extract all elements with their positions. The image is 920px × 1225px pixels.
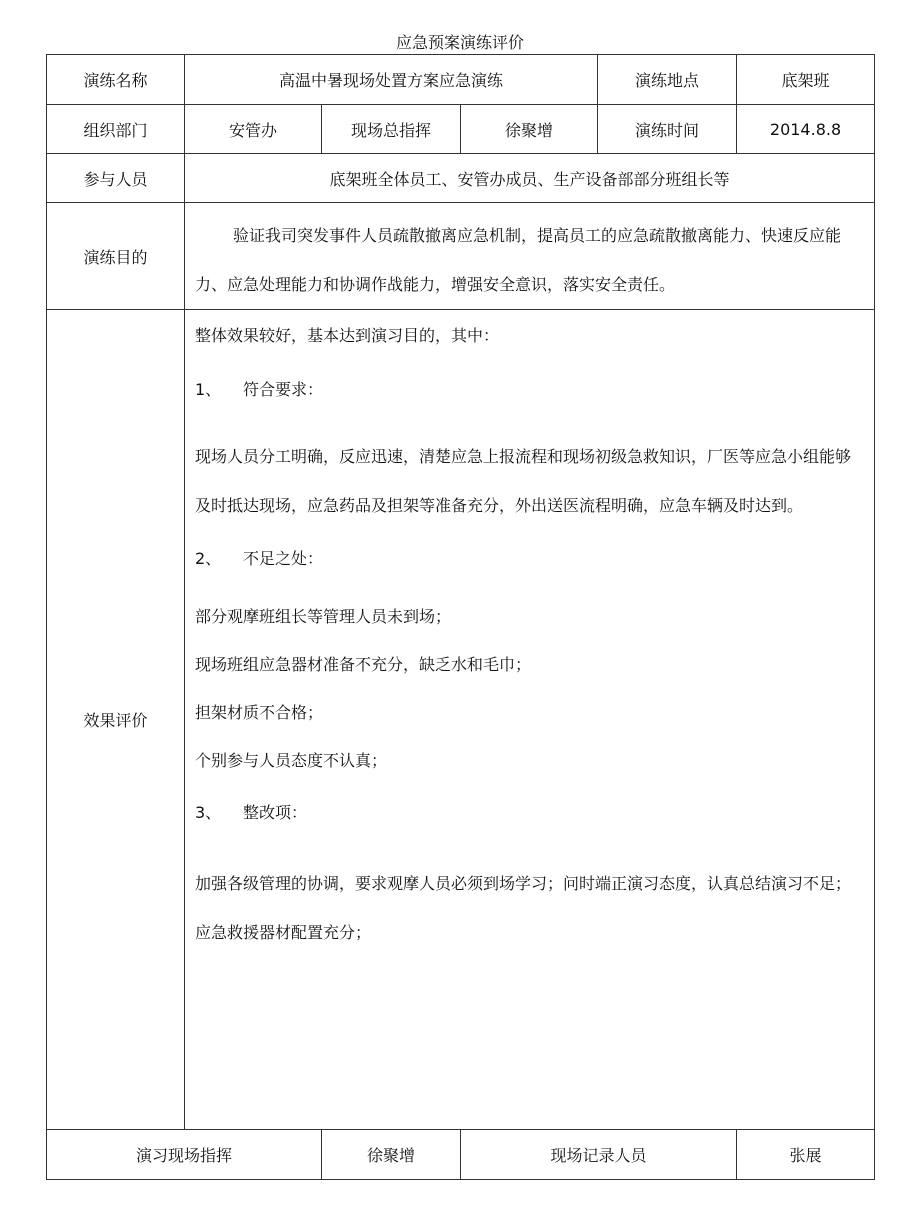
document-title: 应急预案演练评价: [395, 33, 524, 52]
deficiency-item: 部分观摩班组长等管理人员未到场；: [195, 607, 452, 626]
site-commander-value: 徐聚增: [322, 1130, 461, 1180]
deficiency-item: 担架材质不合格；: [195, 703, 324, 722]
purpose-text: 验证我司突发事件人员疏散撤离应急机制，提高员工的应急疏散撤离能力、快速反应能力、应急处理能力和协调作战能力，增强安全意识，落实安全责任。: [185, 203, 875, 310]
deficiency-item: 现场班组应急器材准备不充分，缺乏水和毛巾；: [195, 655, 532, 674]
dept-label: 组织部门: [47, 105, 185, 154]
row-evaluation: [47, 310, 875, 1130]
section-number: 1、: [195, 380, 222, 399]
drill-time-value: 2014.8.8: [737, 105, 875, 154]
row-organization: [47, 105, 875, 154]
commander-value: 徐聚增: [461, 105, 598, 154]
section-title: 整改项：: [243, 803, 308, 822]
section-heading: [195, 547, 864, 571]
section-number: 3、: [195, 803, 222, 822]
drill-name-value: 高温中暑现场处置方案应急演练: [185, 55, 598, 105]
drill-location-value: 底架班: [737, 55, 875, 105]
row-purpose: [47, 203, 875, 310]
row-drill-name: [47, 55, 875, 105]
section-text: 现场人员分工明确，反应迅速，清楚应急上报流程和现场初级急救知识，厂医等应急小组能够及时抵达现场，应急药品及担架等准备充分，外出送医流程明确，应急车辆及时达到。: [195, 447, 852, 515]
section-text: 加强各级管理的协调，要求观摩人员必须到场学习；问时端正演习态度，认真总结演习不足；应急救援器材配置充分；: [195, 874, 852, 942]
evaluation-label: 效果评价: [47, 310, 185, 1130]
drill-time-label: 演练时间: [598, 105, 737, 154]
deficiency-item: 个别参与人员态度不认真；: [195, 751, 388, 770]
recorder-value: 张展: [737, 1130, 875, 1180]
section-title: 不足之处：: [243, 549, 324, 568]
row-footer: [47, 1130, 875, 1180]
section-heading: [195, 801, 864, 825]
drill-location-label: 演练地点: [598, 55, 737, 105]
site-commander-label: 演习现场指挥: [47, 1130, 322, 1180]
dept-value: 安管办: [185, 105, 322, 154]
participants-value: 底架班全体员工、安管办成员、生产设备部部分班组长等: [185, 154, 875, 203]
commander-label: 现场总指挥: [322, 105, 461, 154]
section-number: 2、: [195, 549, 222, 568]
section-heading: [195, 378, 864, 402]
participants-label: 参与人员: [47, 154, 185, 203]
row-participants: [47, 154, 875, 203]
drill-name-label: 演练名称: [47, 55, 185, 105]
purpose-label: 演练目的: [47, 203, 185, 310]
drill-evaluation-table: [46, 54, 875, 1180]
evaluation-intro: 整体效果较好，基本达到演习目的，其中：: [195, 326, 500, 345]
section-title: 符合要求：: [243, 380, 324, 399]
recorder-label: 现场记录人员: [461, 1130, 737, 1180]
evaluation-content: [185, 310, 875, 1130]
